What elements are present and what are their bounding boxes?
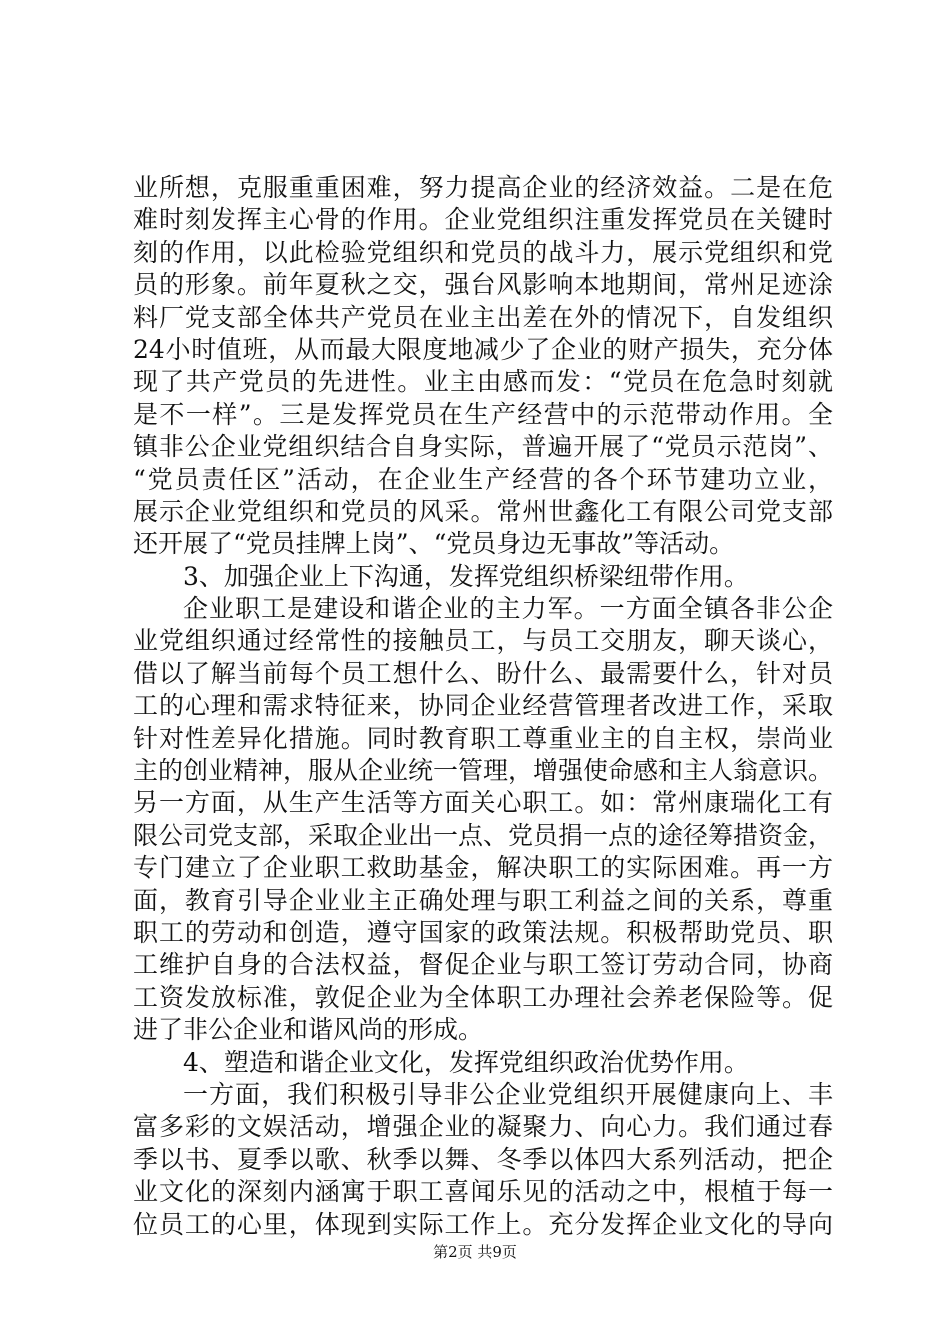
- text-line: 针对性差异化措施。同时教育职工尊重业主的自主权，崇尚业: [133, 723, 833, 753]
- text-line: 员的形象。前年夏秋之交，强台风影响本地期间，常州足迹涂: [133, 270, 833, 300]
- text-line: 展示企业党组织和党员的风采。常州世鑫化工有限公司党支部: [133, 496, 833, 526]
- text-line: 富多彩的文娱活动，增强企业的凝聚力、向心力。我们通过春: [133, 1112, 833, 1142]
- text-line: 料厂党支部全体共产党员在业主出差在外的情况下，自发组织: [133, 302, 833, 332]
- text-line: 限公司党支部，采取企业出一点、党员捐一点的途径筹措资金，: [133, 820, 834, 850]
- text-line: 工维护自身的合法权益，督促企业与职工签订劳动合同，协商: [133, 950, 833, 980]
- text-line: 镇非公企业党组织结合自身实际，普遍开展了“党员示范岗”、: [133, 432, 833, 462]
- text-line: 难时刻发挥主心骨的作用。企业党组织注重发挥党员在关键时: [133, 205, 833, 235]
- text-line: 业文化的深刻内涵寓于职工喜闻乐见的活动之中，根植于每一: [133, 1177, 833, 1207]
- text-line: 刻的作用，以此检验党组织和党员的战斗力，展示党组织和党: [133, 237, 833, 267]
- text-line: 位员工的心里，体现到实际工作上。充分发挥企业文化的导向: [133, 1209, 833, 1239]
- text-line: 另一方面，从生产生活等方面关心职工。如：常州康瑞化工有: [133, 788, 833, 818]
- section-heading: 3、加强企业上下沟通，发挥党组织桥梁纽带作用。: [183, 561, 749, 591]
- text-line: 企业职工是建设和谐企业的主力军。一方面全镇各非公企: [183, 594, 833, 624]
- text-line: “党员责任区”活动，在企业生产经营的各个环节建功立业，: [133, 464, 833, 494]
- text-line: 是不一样”。三是发挥党员在生产经营中的示范带动作用。全: [133, 399, 833, 429]
- text-line: 业党组织通过经常性的接触员工，与员工交朋友，聊天谈心，: [133, 626, 833, 656]
- text-line: 借以了解当前每个员工想什么、盼什么、最需要什么，针对员: [133, 658, 833, 688]
- text-line: 专门建立了企业职工救助基金，解决职工的实际困难。再一方: [133, 853, 833, 883]
- text-line: 现了共产党员的先进性。业主由感而发：“党员在危急时刻就: [133, 367, 833, 397]
- text-line: 面，教育引导企业业主正确处理与职工利益之间的关系，尊重: [133, 885, 833, 915]
- text-line: 进了非公企业和谐风尚的形成。: [133, 1015, 484, 1045]
- text-line: 工资发放标准，敦促企业为全体职工办理社会养老保险等。促: [133, 982, 833, 1012]
- text-line: 一方面，我们积极引导非公企业党组织开展健康向上、丰: [183, 1079, 833, 1109]
- document-body: [133, 172, 833, 1241]
- text-line: 季以书、夏季以歌、秋季以舞、冬季以体四大系列活动，把企: [133, 1144, 833, 1174]
- text-line: 24小时值班，从而最大限度地减少了企业的财产损失，充分体: [133, 334, 833, 364]
- text-line: 主的创业精神，服从企业统一管理，增强使命感和主人翁意识。: [133, 756, 834, 786]
- text-line: 业所想，克服重重困难，努力提高企业的经济效益。二是在危: [133, 173, 833, 202]
- text-line: 工的心理和需求特征来，协同企业经营管理者改进工作，采取: [133, 691, 833, 721]
- text-line: 职工的劳动和创造，遵守国家的政策法规。积极帮助党员、职: [133, 917, 833, 947]
- section-heading: 4、塑造和谐企业文化，发挥党组织政治优势作用。: [183, 1047, 749, 1077]
- text-line: 还开展了“党员挂牌上岗”、“党员身边无事故”等活动。: [133, 529, 735, 559]
- page-footer: 第2页 共9页: [433, 1243, 517, 1261]
